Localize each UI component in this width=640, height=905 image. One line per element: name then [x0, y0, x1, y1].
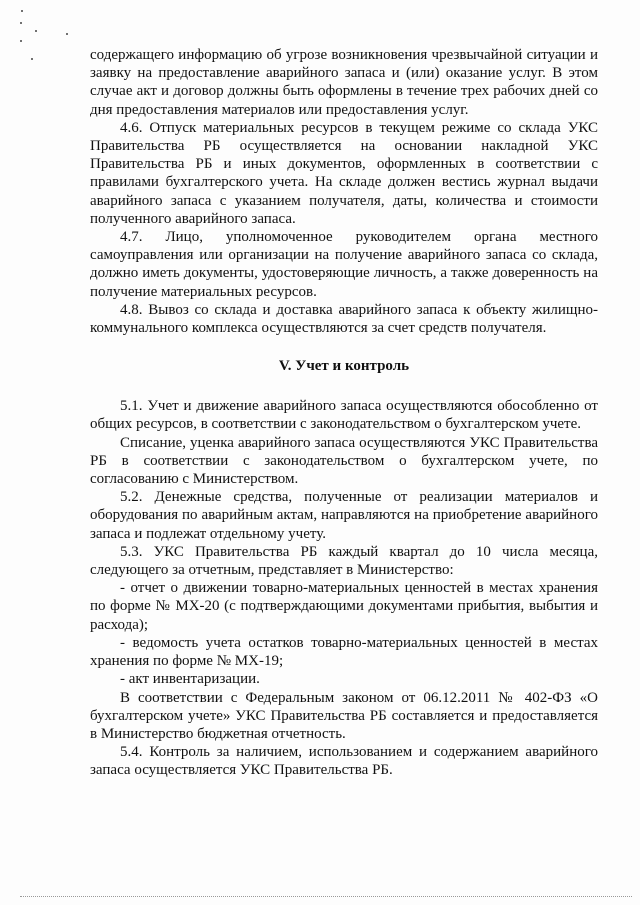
scan-speck: [31, 58, 33, 60]
paragraph-5-3: 5.3. УКС Правительства РБ каждый квартал до 10 числа месяца, следующего за отчетным, представляет в Министерство:: [90, 543, 598, 579]
paragraph-4-7: 4.7. Лицо, уполномоченное руководителем органа местного самоуправления или организации на получение аварийного запаса со склада, должно иметь документы, удостоверяющие личность, а также доверенность на получение материальных ресурсов.: [90, 229, 598, 300]
paragraph-4-6: 4.6. Отпуск материальных ресурсов в текущем режиме со склада УКС Правительства РБ осуществляется на основании накладной УКС Правительства РБ и иных документов, оформленных в соответствии с правилами бухгалтерского учета. На складе должен вестись журнал выдачи аварийного запаса с указанием получателя, даты, количества и стоимости полученного аварийного запаса.: [90, 119, 598, 227]
document-body: [90, 46, 598, 780]
paragraph-continuation: содержащего информацию об угрозе возникновения чрезвычайной ситуации и заявку на предоставление аварийного запаса и (или) оказание услуг. В этом случае акт и договор должны быть оформлены в течение трех рабочих дней со дня предоставления материалов или предоставления услуг.: [90, 47, 598, 118]
paragraph-4-8: 4.8. Вывоз со склада и доставка аварийного запаса к объекту жилищно-коммунального комплекса осуществляются за счет средств получателя.: [90, 301, 598, 337]
section-title: V. Учет и контроль: [278, 358, 410, 375]
paragraph-5-4: 5.4. Контроль за наличием, использованием и содержанием аварийного запаса осуществляется УКС Правительства РБ.: [90, 744, 598, 779]
paragraph-write-off: Списание, уценка аварийного запаса осуществляются УКС Правительства РБ в соответствии с законодательством о бухгалтерском учете, по согласованию с Министерством.: [90, 434, 598, 488]
scan-speck: [20, 22, 22, 24]
list-item-statement: - ведомость учета остатков товарно-материальных ценностей в местах хранения по форме № МХ-19;: [90, 634, 598, 670]
paragraph-federal-law: В соответствии с Федеральным законом от 06.12.2011 № 402-ФЗ «О бухгалтерском учете» УКС Правительства РБ составляется и предоставляется в Министерство бюджетная отчетность.: [90, 689, 598, 742]
paragraph-5-1: 5.1. Учет и движение аварийного запаса осуществляются обособленно от общих ресурсов, в соответствии с законодательством о бухгалтерском учете.: [90, 398, 598, 433]
scan-speck: [21, 10, 23, 12]
scan-speck: [20, 40, 22, 42]
paragraph-5-2: 5.2. Денежные средства, полученные от реализации материалов и оборудования по аварийным актам, направляются на приобретение аварийного запаса и подлежат отдельному учету.: [90, 489, 598, 542]
scan-speck: [66, 33, 68, 35]
list-item-report: - отчет о движении товарно-материальных ценностей в местах хранения по форме № МХ-20 (с подтверждающими документами прибытия, выбытия и расхода);: [90, 580, 598, 633]
list-item-inventory-act: - акт инвентаризации.: [120, 671, 260, 688]
scan-speck: [35, 30, 37, 32]
scan-edge-line: [20, 896, 632, 897]
